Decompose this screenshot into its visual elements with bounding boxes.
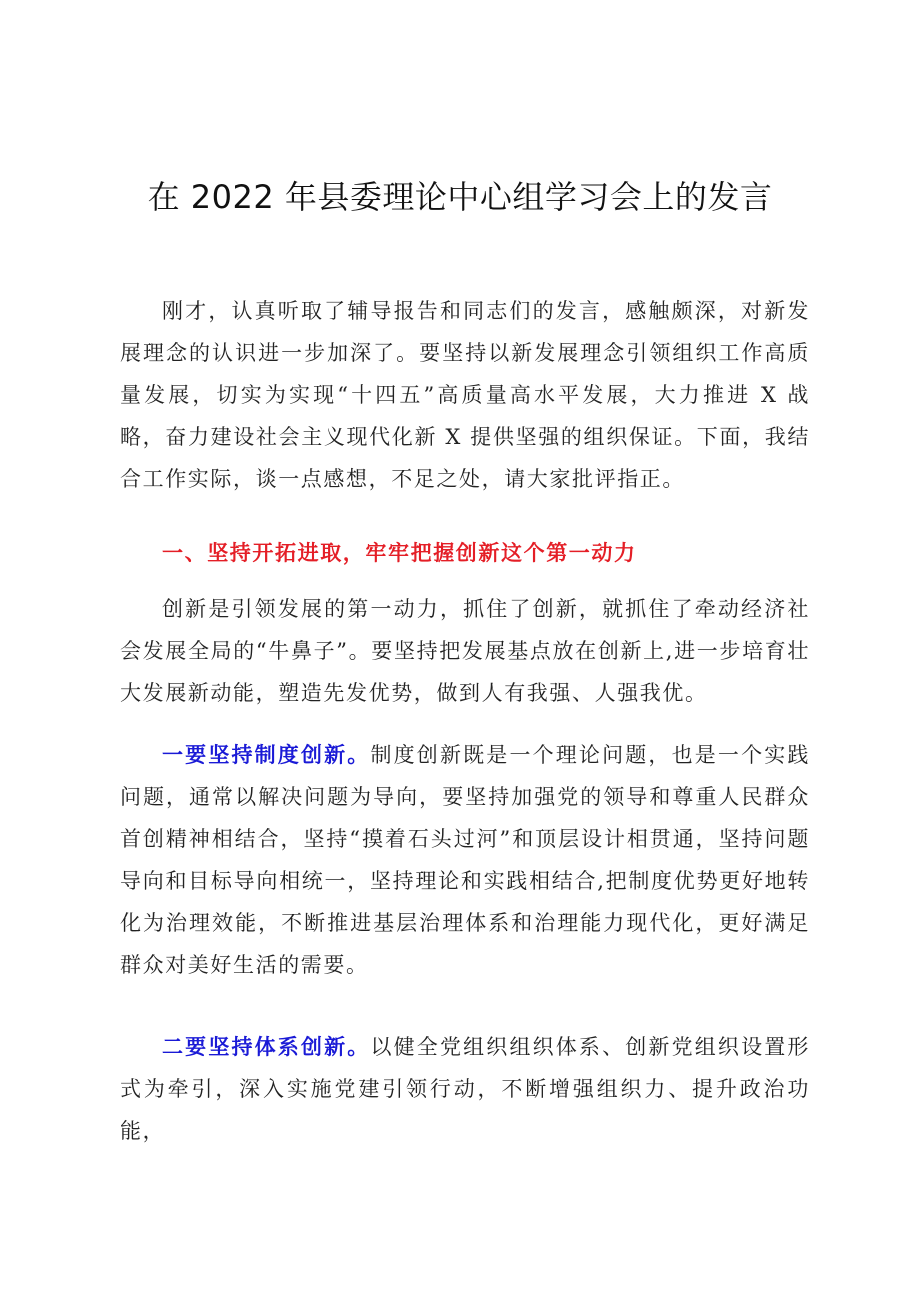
section-1-body-block	[120, 588, 810, 714]
document-body	[120, 290, 810, 500]
point-2-block	[120, 1026, 810, 1152]
point-1-lead: 一要坚持制度创新。	[162, 743, 371, 767]
point-1-body: 制度创新既是一个理论问题，也是一个实践问题，通常以解决问题为导向，要坚持加强党的领导和尊重人民群众首创精神相结合，坚持“摸着石头过河”和顶层设计相贯通，坚持问题导向和目标导向相统一，坚持理论和实践相结合,把制度优势更好地转化为治理效能，不断推进基层治理体系和治理能力现代化，更好满足群众对美好生活的需要。	[120, 743, 810, 977]
point-2-body: 以健全党组织组织体系、创新党组织设置形式为牵引，深入实施党建引领行动，不断增强组织力、提升政治功能，	[120, 1035, 810, 1143]
section-1-heading: 一、坚持开拓进取，牢牢把握创新这个第一动力	[162, 541, 637, 565]
point-2-lead: 二要坚持体系创新。	[162, 1035, 371, 1059]
point-1-block	[120, 734, 810, 986]
document-title: 在 2022 年县委理论中心组学习会上的发言	[147, 178, 773, 216]
section-1	[120, 532, 810, 574]
section-1-body: 创新是引领发展的第一动力，抓住了创新，就抓住了牵动经济社会发展全局的“牛鼻子”。要坚持把发展基点放在创新上,进一步培育壮大发展新动能，塑造先发优势，做到人有我强、人强我优。	[120, 597, 810, 705]
intro-paragraph: 刚才，认真听取了辅导报告和同志们的发言，感触颇深，对新发展理念的认识进一步加深了。要坚持以新发展理念引领组织工作高质量发展，切实为实现“十四五”高质量高水平发展，大力推进 X 战略，奋力建设社会主义现代化新 X 提供坚强的组织保证。下面，我结合工作实际，谈一点感想，不足之处，请大家批评指正。	[120, 299, 810, 491]
point-1-paragraph	[120, 734, 810, 986]
point-2-paragraph	[120, 1026, 810, 1152]
